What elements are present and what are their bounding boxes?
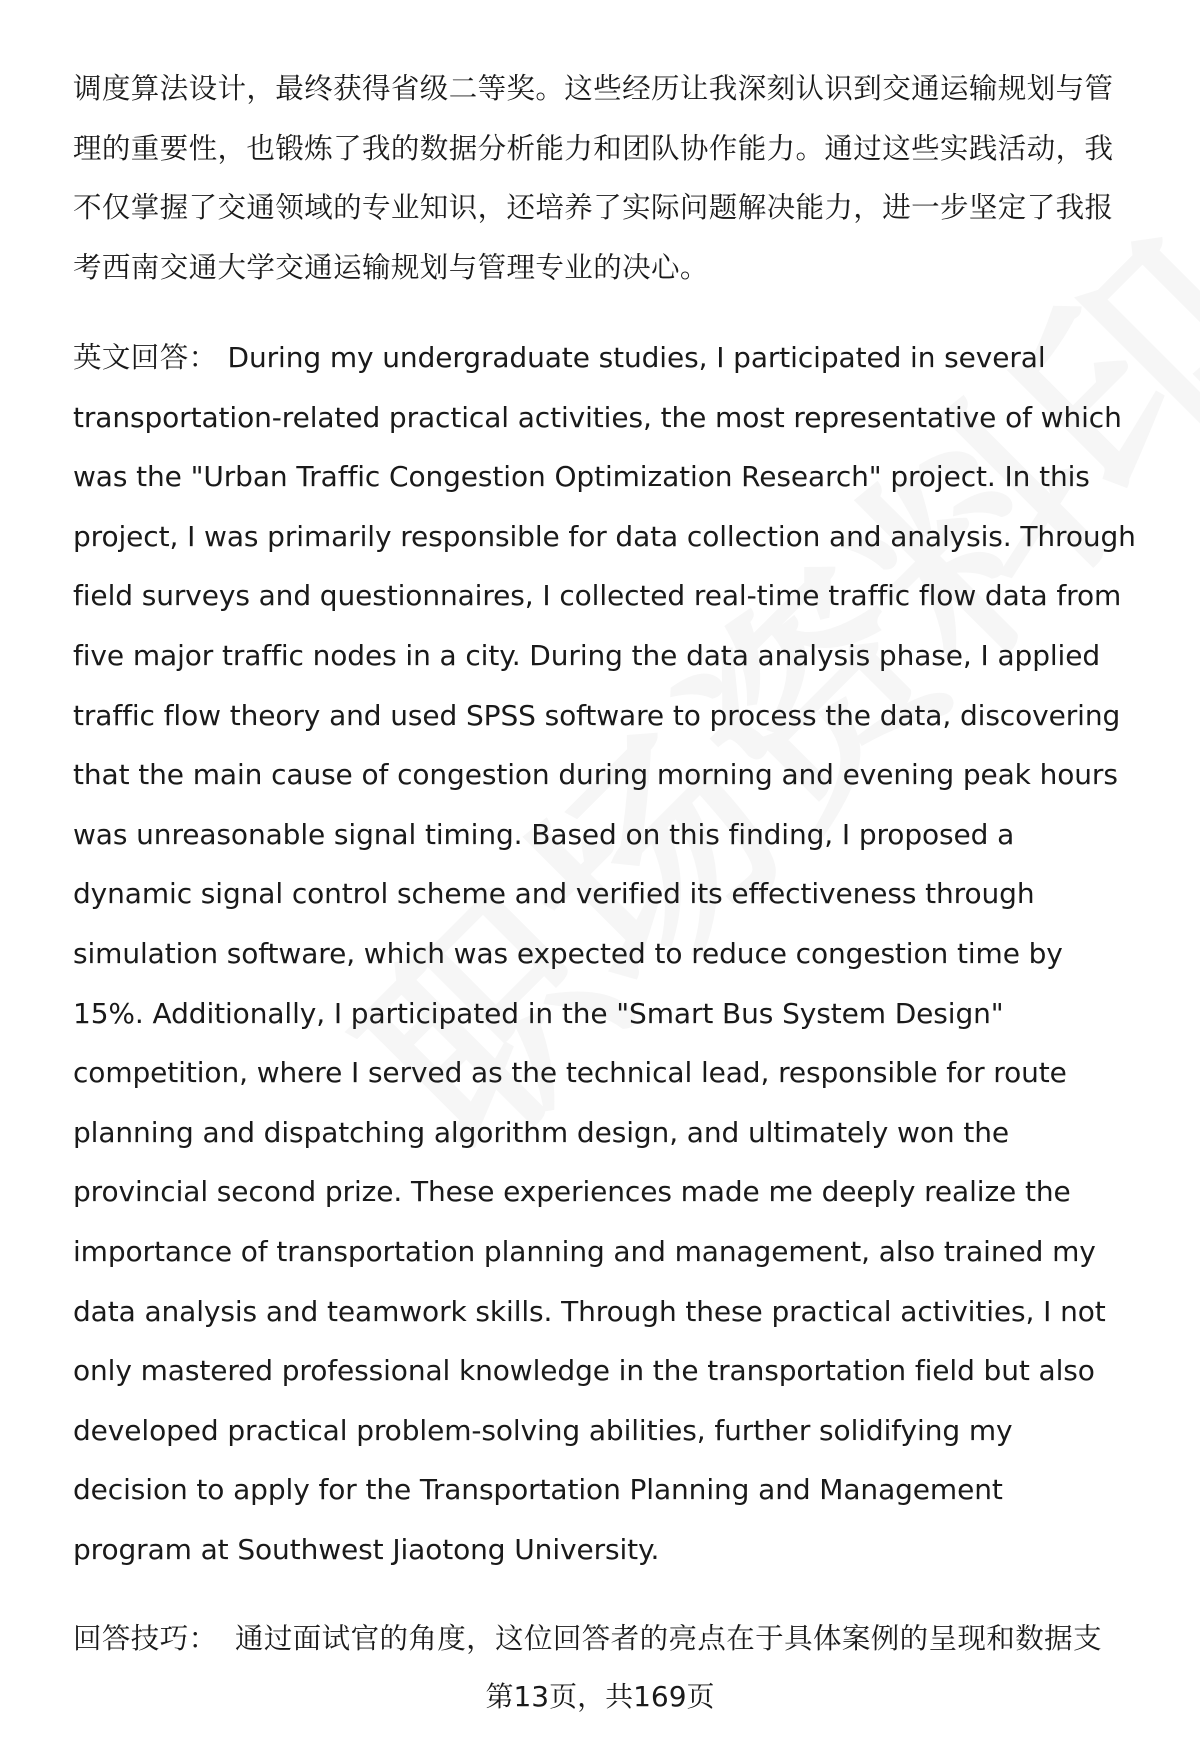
text-line: was the "Urban Traffic Congestion Optimization Research" project. In this xyxy=(73,460,1090,494)
english-answer-label: 英文回答： xyxy=(73,341,218,374)
text-line: planning and dispatching algorithm design, and ultimately won the xyxy=(73,1115,1009,1149)
tips-label: 回答技巧： xyxy=(73,1622,218,1655)
text-line: field surveys and questionnaires, I collected real-time traffic flow data from xyxy=(73,579,1122,613)
text-line: developed practical problem-solving abilities, further solidifying my xyxy=(73,1413,1013,1447)
watermark xyxy=(281,162,1200,1209)
text-line: that the main cause of congestion during morning and evening peak hours xyxy=(73,758,1118,792)
text-line: competition, where I served as the technical lead, responsible for route xyxy=(73,1056,1067,1090)
tips-text: 通过面试官的角度，这位回答者的亮点在于具体案例的呈现和数据支 xyxy=(234,1622,1102,1655)
text-line: 不仅掌握了交通领域的专业知识，还培养了实际问题解决能力，进一步坚定了我报 xyxy=(73,191,1114,225)
text-line: During my undergraduate studies, I participated in several xyxy=(227,341,1046,374)
text-line: transportation-related practical activities, the most representative of which xyxy=(73,400,1122,434)
text-line: project, I was primarily responsible for data collection and analysis. Through xyxy=(73,519,1136,553)
tips-paragraph xyxy=(73,1619,1102,1659)
text-line: importance of transportation planning and management, also trained my xyxy=(73,1235,1096,1268)
page-number: 第13页，共169页 xyxy=(485,1680,715,1713)
text-line: was unreasonable signal timing. Based on this finding, I proposed a xyxy=(73,817,1015,851)
english-answer-first-line xyxy=(73,338,1046,378)
text-line: 15%. Additionally, I participated in the "Smart Bus System Design" xyxy=(73,996,1004,1030)
text-line: decision to apply for the Transportation Planning and Management xyxy=(73,1473,1003,1507)
text-line: only mastered professional knowledge in the transportation field but also xyxy=(73,1354,1095,1388)
text-line: 理的重要性，也锻炼了我的数据分析能力和团队协作能力。通过这些实践活动，我 xyxy=(73,131,1114,165)
text-line: dynamic signal control scheme and verified its effectiveness through xyxy=(73,877,1035,911)
text-line: simulation software, which was expected to reduce congestion time by xyxy=(73,937,1063,970)
text-line: five major traffic nodes in a city. During the data analysis phase, I applied xyxy=(73,639,1101,672)
text-line: provincial second prize. These experiences made me deeply realize the xyxy=(73,1175,1071,1209)
text-line: 考西南交通大学交通运输规划与管理专业的决心。 xyxy=(73,250,709,284)
text-line: 调度算法设计，最终获得省级二等奖。这些经历让我深刻认识到交通运输规划与管 xyxy=(73,72,1114,105)
text-line: traffic flow theory and used SPSS software to process the data, discovering xyxy=(73,698,1121,732)
text-line: data analysis and teamwork skills. Through these practical activities, I not xyxy=(73,1294,1106,1328)
text-line: program at Southwest Jiaotong University. xyxy=(73,1533,660,1566)
